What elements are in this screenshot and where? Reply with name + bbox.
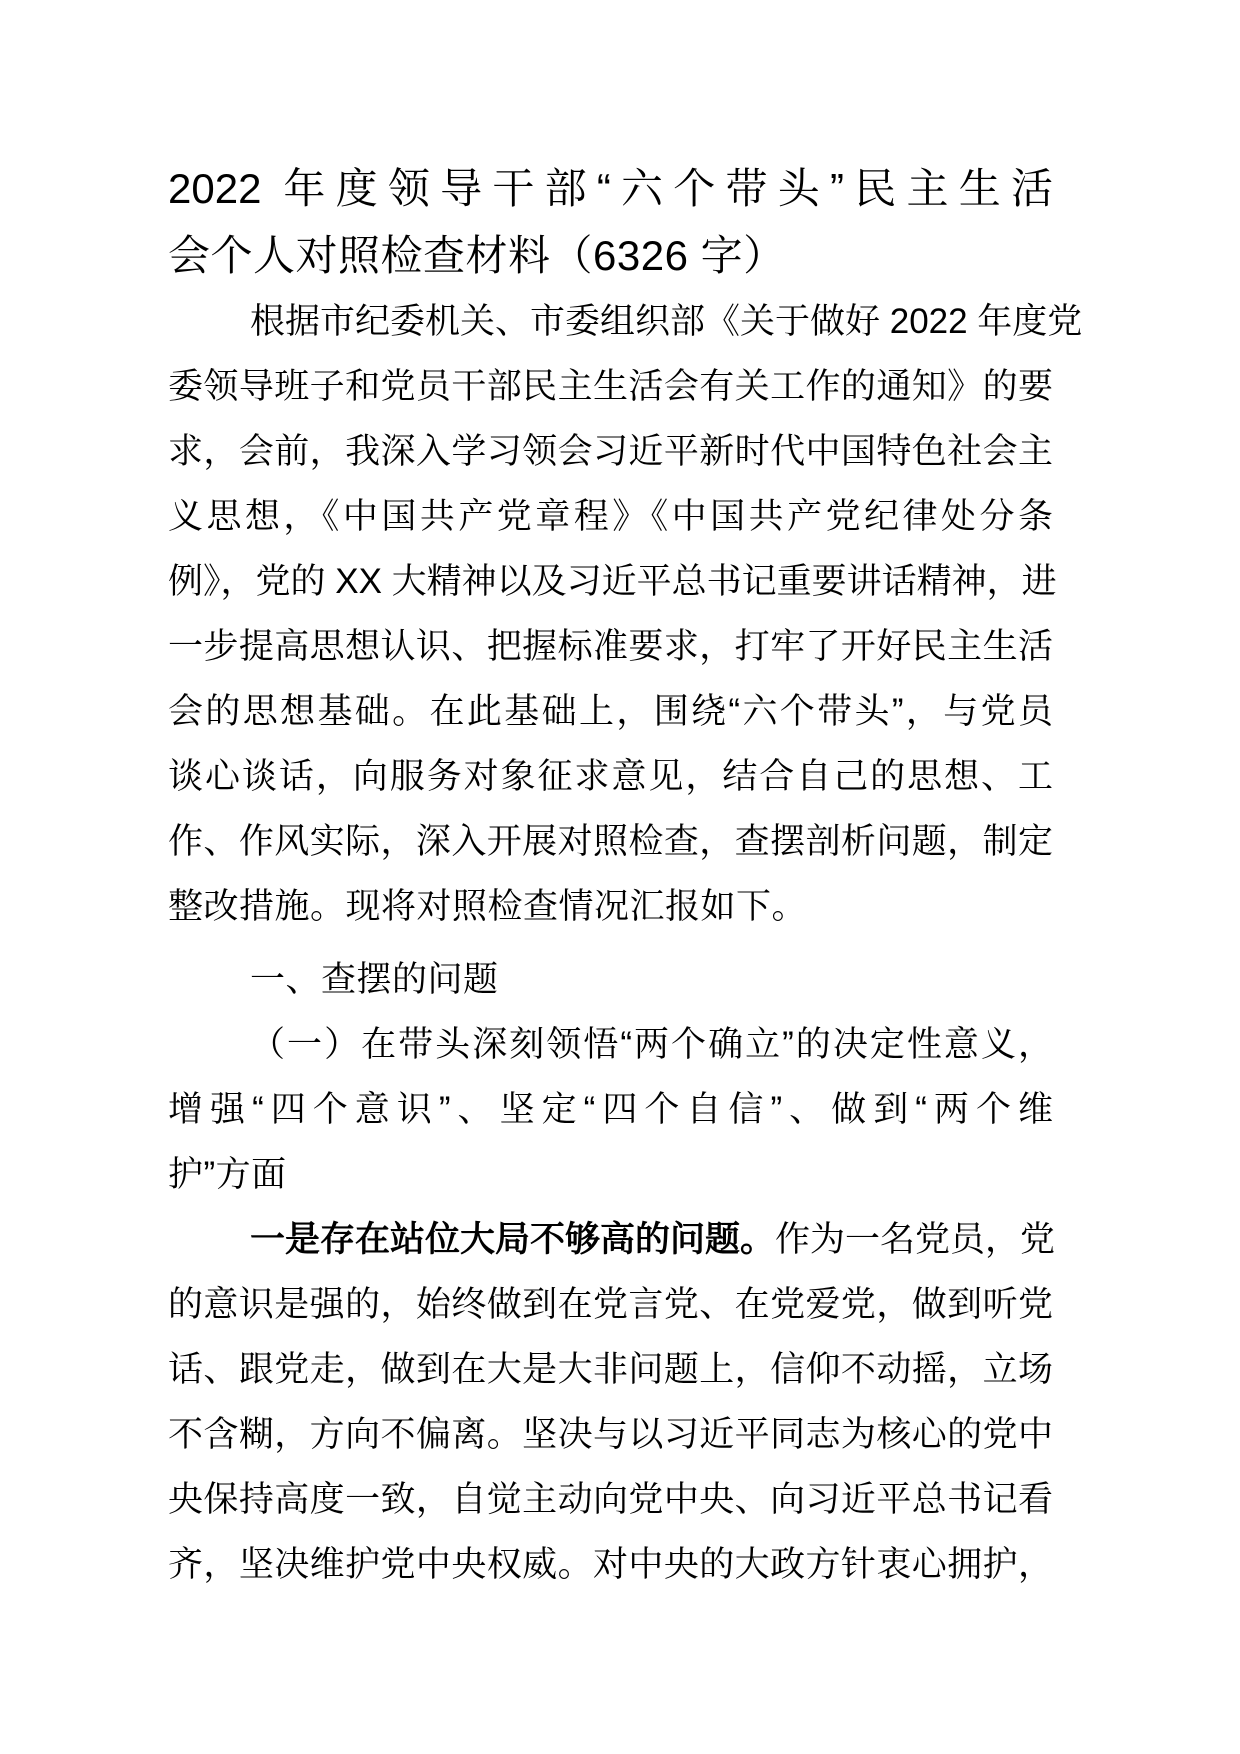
text-segment: 会个人对照检查材料（6326 字） — [168, 232, 786, 279]
text-line — [168, 947, 1053, 1012]
document-body — [168, 155, 1083, 1597]
text-line — [168, 549, 1057, 614]
text-line — [168, 289, 1083, 354]
text-line — [168, 679, 1053, 744]
text-segment: 会的思想基础。在此基础上，围绕“六个带头”，与党员 — [168, 692, 1053, 731]
text-line — [168, 419, 1053, 484]
paragraph — [168, 1012, 1053, 1207]
text-line — [168, 1467, 1053, 1532]
text-segment: 不含糊，方向不偏离。坚决与以习近平同志为核心的党中 — [168, 1415, 1053, 1454]
text-segment: 一、查摆的问题 — [250, 960, 499, 999]
text-segment: 央保持高度一致，自觉主动向党中央、向习近平总书记看 — [168, 1480, 1053, 1519]
paragraph — [168, 1207, 1056, 1597]
document-title — [168, 155, 1053, 289]
section-heading — [168, 947, 1053, 1012]
text-line — [168, 222, 1053, 289]
text-line — [168, 1272, 1053, 1337]
text-line — [168, 614, 1053, 679]
paragraph — [168, 289, 1083, 939]
text-line — [168, 1077, 1053, 1142]
text-segment: 2022 年度领导干部“六个带头”民主生活 — [168, 165, 1053, 212]
text-segment: 话、跟党走，做到在大是大非问题上，信仰不动摇，立场 — [168, 1350, 1053, 1389]
text-segment: 的意识是强的，始终做到在党言党、在党爱党，做到听党 — [168, 1285, 1053, 1324]
text-line — [168, 809, 1053, 874]
text-segment: 根据市纪委机关、市委组织部《关于做好 2022 年度党 — [250, 302, 1083, 341]
text-line — [168, 1207, 1056, 1272]
text-segment: 增强“四个意识”、坚定“四个自信”、做到“两个维 — [168, 1090, 1053, 1129]
text-segment: 齐，坚决维护党中央权威。对中央的大政方针衷心拥护， — [168, 1545, 1053, 1584]
text-line — [168, 1532, 1053, 1597]
text-segment: 作为一名党员，党 — [775, 1220, 1056, 1259]
text-line — [168, 874, 1053, 939]
text-line — [168, 155, 1053, 222]
text-segment: 作、作风实际，深入开展对照检查，查摆剖析问题，制定 — [168, 822, 1053, 861]
text-segment: 整改措施。现将对照检查情况汇报如下。 — [168, 887, 808, 926]
text-segment: 一步提高思想认识、把握标准要求，打牢了开好民主生活 — [168, 627, 1053, 666]
text-line — [168, 1337, 1053, 1402]
text-segment: 委领导班子和党员干部民主生活会有关工作的通知》的要 — [168, 367, 1053, 406]
text-segment: 谈心谈话，向服务对象征求意见，结合自己的思想、工 — [168, 757, 1053, 796]
text-line — [168, 1142, 1053, 1207]
text-segment: 例》，党的 XX 大精神以及习近平总书记重要讲话精神，进 — [168, 562, 1057, 601]
text-line — [168, 484, 1053, 549]
text-line — [168, 744, 1053, 809]
text-segment: （一）在带头深刻领悟“两个确立”的决定性意义， — [250, 1025, 1053, 1064]
text-segment: 求，会前，我深入学习领会习近平新时代中国特色社会主 — [168, 432, 1053, 471]
text-line — [168, 354, 1053, 419]
bold-lead-text: 一是存在站位大局不够高的问题。 — [250, 1220, 776, 1259]
text-segment: 义思想，《中国共产党章程》《中国共产党纪律处分条 — [168, 497, 1053, 536]
text-line — [168, 1012, 1053, 1077]
text-segment: 护”方面 — [168, 1155, 287, 1194]
text-line — [168, 1402, 1053, 1467]
